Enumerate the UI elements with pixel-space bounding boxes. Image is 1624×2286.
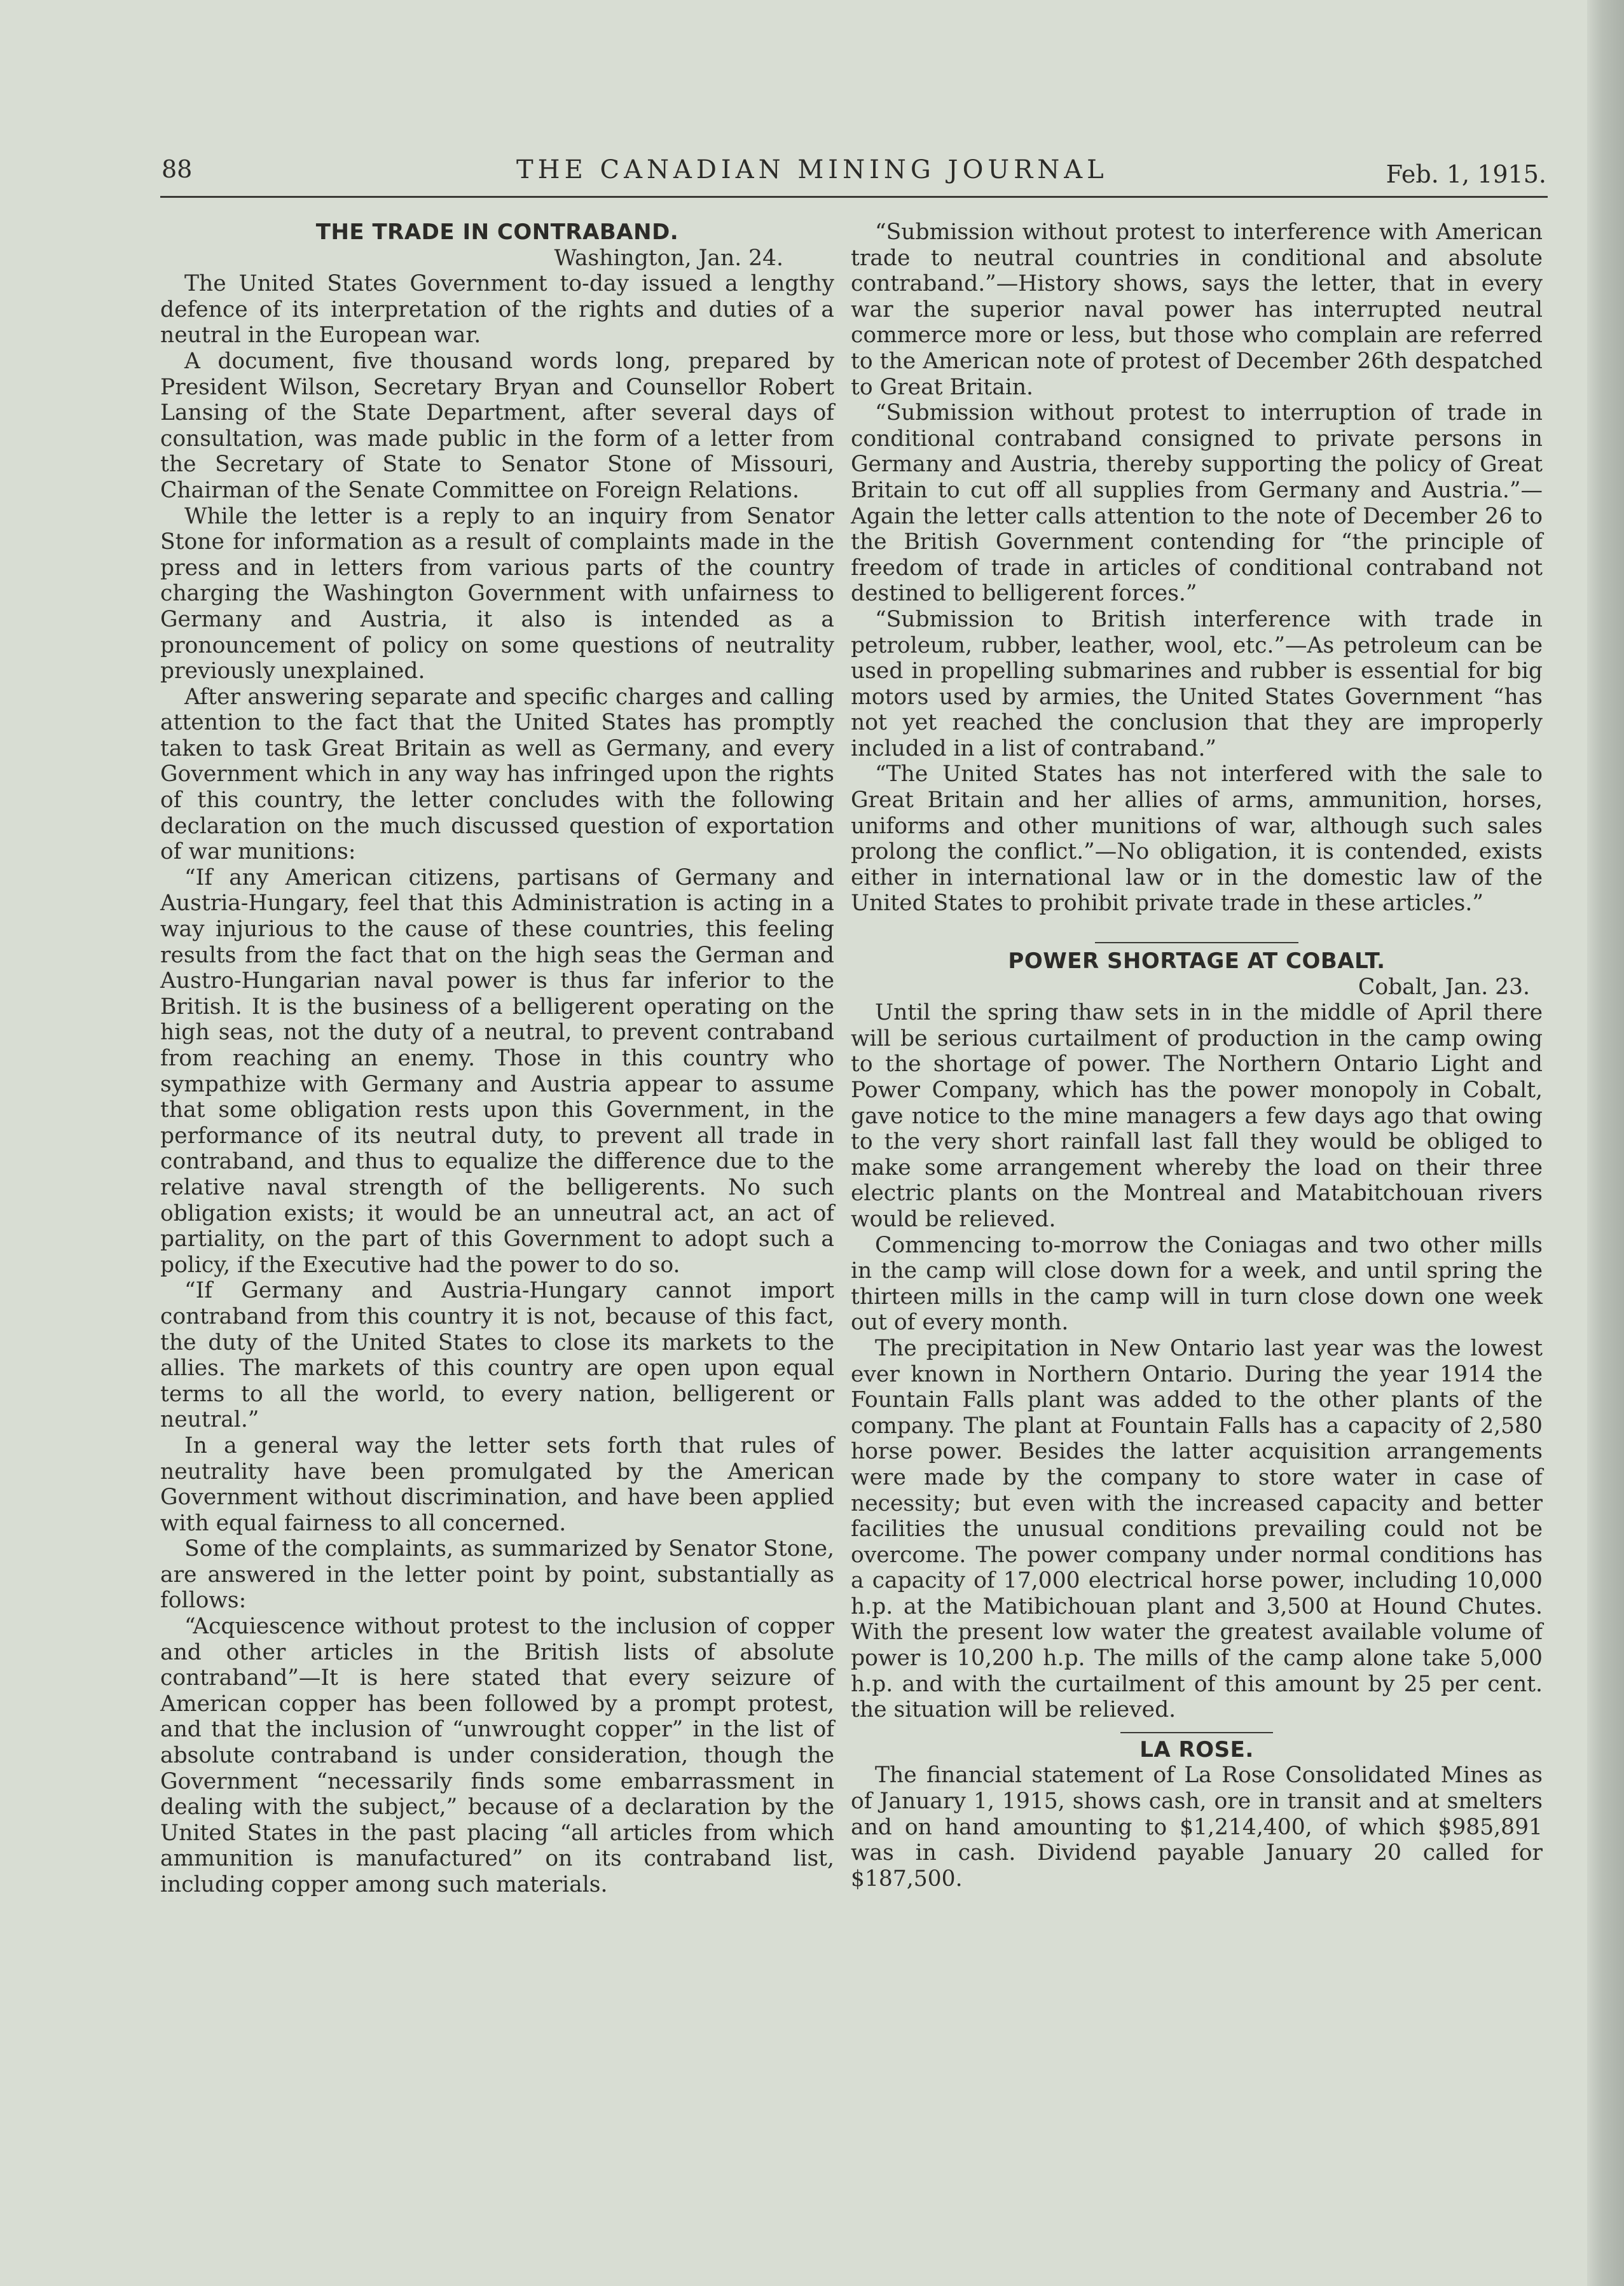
paragraph: “The United States has not interfered with the sale to Great Britain and her allies of arms, ammunition, horses, uniforms and other munitions of war, although such sales prolong the conflict.”—No obligation, it is contended, exists either in international law or in the domestic law of the United States to prohibit private trade in these articles.” (851, 761, 1543, 917)
paragraph: Until the spring thaw sets in in the middle of April there will be serious curtailment of production in the camp owing to the shortage of power. The Northern Ontario Light and Power Company, which has the power monopoly in Cobalt, gave notice to the mine managers a few days ago that owing to the very short rainfall last fall they would be obliged to make some arrangement whereby the load on their three electric plants on the Montreal and Matabitchouan rivers would be relieved. (851, 1000, 1543, 1232)
paragraph: The precipitation in New Ontario last year was the lowest ever known in Northern Ontario. During the year 1914 the Fountain Falls plant was added to the other plants of the company. The plant at Fountain Falls has a capacity of 2,580 horse power. Besides the latter acquisition arrangements were made by the company to store water in case of necessity; but even with the increased capacity and better facilities the unusual conditions prevailing could not be overcome. The power company under normal conditions has a capacity of 17,000 electrical horse power, including 10,000 h.p. at the Matibichouan plant and 3,500 at Hound Chutes. With the present low water the greatest available volume of power is 10,200 h.p. The mills of the camp alone take 5,000 h.p. and with the curtailment of this amount by 25 per cent. the situation will be relieved. (851, 1335, 1543, 1723)
paragraph: “Submission without protest to interference with American trade to neutral countries in conditional and absolute contraband.”—History shows, says the letter, that in every war the superior naval power has interrupted neutral commerce more or less, but those who complain are referred to the American note of protest of December 26th despatched to Great Britain. (851, 219, 1543, 400)
article-title-cobalt: POWER SHORTAGE AT COBALT. (1008, 948, 1386, 974)
paragraph: “Submission to British interference with trade in petroleum, rubber, leather, wool, etc.”—As petroleum can be used in propelling submarines and rubber is essential for big motors used by armies, the United States Government “has not yet reached the conclusion that they are improperly included in a list of contraband.” (851, 606, 1543, 761)
page-edge-shadow (1587, 0, 1624, 2286)
right-column (851, 219, 1543, 1892)
article-separator (1095, 942, 1298, 943)
paragraph: The financial statement of La Rose Consolidated Mines as of January 1, 1915, shows cash, ore in transit and at smelters and on hand amounting to $1,214,400, of which $985,891 was in cash. Dividend payable January 20 called for $187,500. (851, 1763, 1543, 1892)
paragraph: In a general way the letter sets forth that rules of neutrality have been promulgated by the American Government without discrimination, and have been applied with equal fairness to all concerned. (160, 1432, 834, 1536)
page-number: 88 (162, 155, 193, 183)
issue-date: Feb. 1, 1915. (1386, 160, 1546, 188)
paragraph: Commencing to-morrow the Coniagas and two other mills in the camp will close down for a week, and until spring the thirteen mills in the camp will in turn close down one week out of every month. (851, 1232, 1543, 1336)
header-rule (160, 196, 1548, 198)
paragraph: “Acquiescence without protest to the inclusion of copper and other articles in the British lists of absolute contraband”—It is here stated that every seizure of American copper has been followed by a prompt protest, and that the inclusion of “unwrought copper” in the list of absolute contraband is under consideration, though the Government “necessarily finds some embarrassment in dealing with the subject,” because of a declaration by the United States in the past placing “all articles from which ammunition is manufactured” on its contraband list, including copper among such materials. (160, 1614, 834, 1897)
journal-title: THE CANADIAN MINING JOURNAL (516, 155, 1108, 184)
paragraph: While the letter is a reply to an inquiry from Senator Stone for information as a result of complaints made in the press and in letters from various parts of the country charging the Washington Government with unfairness to Germany and Austria, it also is intended as a pronouncement of policy on some questions of neutrality previously unexplained. (160, 503, 834, 684)
paragraph: “If Germany and Austria-Hungary cannot import contraband from this country it is not, because of this fact, the duty of the United States to close its markets to the allies. The markets of this country are open upon equal terms to all the world, to every nation, belligerent or neutral.” (160, 1278, 834, 1433)
paragraph: Some of the complaints, as summarized by Senator Stone, are answered in the letter point by point, substantially as follows: (160, 1536, 834, 1614)
paragraph: After answering separate and specific charges and calling attention to the fact that the United States has promptly taken to task Great Britain as well as Germany, and every Government which in any way has infringed upon the rights of this country, the letter concludes with the following declaration on the much discussed question of exportation of war munitions: (160, 684, 834, 865)
paragraph: “Submission without protest to interruption of trade in conditional contraband consigned to private persons in Germany and Austria, thereby supporting the policy of Great Britain to cut off all supplies from Germany and Austria.”—Again the letter calls attention to the note of December 26 to the British Government contending for “the principle of freedom of trade in articles of conditional contraband not destined to belligerent forces.” (851, 400, 1543, 607)
paragraph: The United States Government to-day issued a lengthy defence of its interpretation of the rights and duties of a neutral in the European war. (160, 271, 834, 349)
paragraph: “If any American citizens, partisans of Germany and Austria-Hungary, feel that this Administration is acting in a way injurious to the cause of these countries, this feeling results from the fact that on the high seas the German and Austro-Hungarian naval power is thus far inferior to the British. It is the business of a belligerent operating on the high seas, not the duty of a neutral, to prevent contraband from reaching an enemy. Those in this country who sympathize with Germany and Austria appear to assume that some obligation rests upon this Government, in the performance of its neutral duty, to prevent all trade in contraband, and thus to equalize the difference due to the relative naval strength of the belligerents. No such obligation exists; it would be an unneutral act, an act of partiality, on the part of this Government to adopt such a policy, if the Executive had the power to do so. (160, 864, 834, 1278)
article-title-contraband: THE TRADE IN CONTRABAND. (315, 219, 679, 245)
dateline-washington: Washington, Jan. 24. (554, 245, 783, 271)
article-title-la-rose: LA ROSE. (1139, 1736, 1254, 1763)
paragraph: A document, five thousand words long, prepared by President Wilson, Secretary Bryan and Counsellor Robert Lansing of the State Department, after several days of consultation, was made public in the form of a letter from the Secretary of State to Senator Stone of Missouri, Chairman of the Senate Committee on Foreign Relations. (160, 348, 834, 503)
dateline-cobalt: Cobalt, Jan. 23. (1358, 974, 1530, 1000)
page-header (160, 153, 1546, 197)
article-separator (1120, 1732, 1273, 1733)
left-column (160, 219, 834, 1898)
